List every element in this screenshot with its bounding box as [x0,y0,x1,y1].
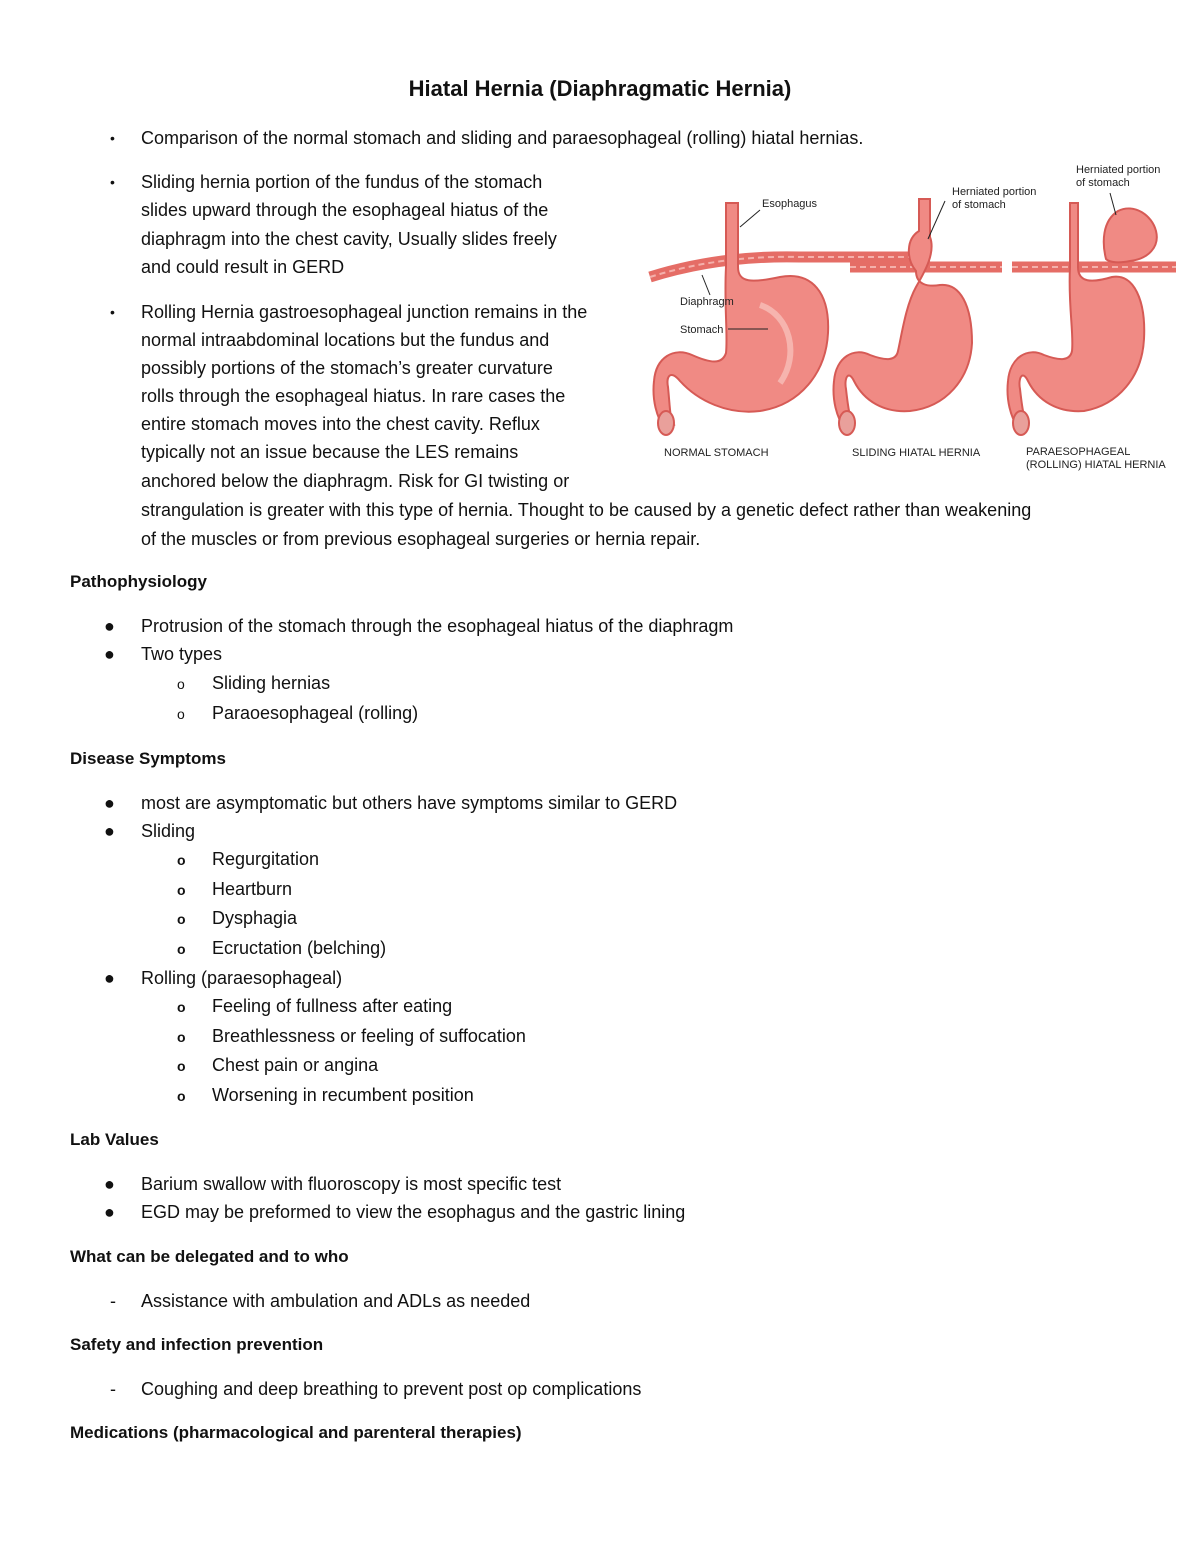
caption-sliding-hiatal-hernia: SLIDING HIATAL HERNIA [852,447,981,459]
sub-list-item: Regurgitation [212,849,320,869]
list-item: Protrusion of the stomach through the esophageal hiatus of the diaphragm [141,616,734,636]
sub-list-item: Ecructation (belching) [212,938,387,958]
bullet-marker: • [110,130,115,146]
sliding-hernia-illustration [834,186,1037,459]
herniated-fundus-shape [1104,208,1157,262]
bullet-marker: • [110,174,115,190]
label-esophagus: Esophagus [762,198,818,210]
list-item: Barium swallow with fluoroscopy is most specific test [141,1174,562,1194]
sliding-text-line: slides upward through the esophageal hiatus of the [141,200,549,220]
bullet-marker: ● [104,616,115,636]
bullet-marker: ● [104,644,115,664]
sub-bullet-marker: o [177,911,186,927]
list-item: Two types [141,644,223,664]
sub-bullet-marker: o [177,1058,186,1074]
bullet-marker: • [110,304,115,320]
sub-list-item: Breathlessness or feeling of suffocation [212,1026,526,1046]
list-item: most are asymptomatic but others have symptoms similar to GERD [141,793,678,813]
heading-safety: Safety and infection prevention [70,1335,324,1354]
rolling-text-line: entire stomach moves into the chest cavity. Reflux [141,414,540,434]
sliding-text-line: Sliding hernia portion of the fundus of the stomach [141,172,543,192]
label-herniated-sliding-2: of stomach [952,199,1006,211]
sub-list-item: Worsening in recumbent position [212,1085,474,1105]
list-item: Sliding [141,821,196,841]
heading-pathophysiology: Pathophysiology [70,572,207,591]
dash-marker: - [110,1291,116,1311]
heading-delegation: What can be delegated and to who [70,1247,349,1266]
rolling-text-line: of the muscles or from previous esophageal surgeries or hernia repair. [141,529,701,549]
list-item: Coughing and deep breathing to prevent post op complications [141,1379,642,1399]
sub-list-item: Chest pain or angina [212,1055,379,1075]
bullet-marker: ● [104,968,115,988]
sub-bullet-marker: o [177,706,185,722]
sub-bullet-marker: o [177,852,186,868]
list-item: Rolling (paraesophageal) [141,968,343,988]
list-item: EGD may be preformed to view the esophagus and the gastric lining [141,1202,686,1222]
bullet-marker: ● [104,793,115,813]
hiatal-hernia-figure [640,155,1180,485]
rolling-text-line: Rolling Hernia gastroesophageal junction remains in the [141,302,588,322]
sub-list-item: Sliding hernias [212,673,331,693]
sub-bullet-marker: o [177,1088,186,1104]
caption-paraesophageal-2: (ROLLING) HIATAL HERNIA [1026,459,1166,471]
bullet-marker: ● [104,1202,115,1222]
label-herniated-para-1: Herniated portion [1076,164,1161,176]
bullet-marker: ● [104,1174,115,1194]
rolling-text-line: anchored below the diaphragm. Risk for GI twisting or [141,471,570,491]
label-diaphragm: Diaphragm [680,296,734,308]
dash-marker: - [110,1379,116,1399]
rolling-text-line: possibly portions of the stomach’s greater curvature [141,358,553,378]
sub-list-item: Heartburn [212,879,293,899]
sub-bullet-marker: o [177,1029,186,1045]
label-herniated-para-2: of stomach [1076,177,1130,189]
sliding-text-line: diaphragm into the chest cavity, Usually slides freely [141,229,557,249]
sub-bullet-marker: o [177,882,186,898]
list-item: Assistance with ambulation and ADLs as needed [141,1291,531,1311]
paraesophageal-hernia-illustration [1008,164,1177,471]
sub-list-item: Paraoesophageal (rolling) [212,703,419,723]
sub-bullet-marker: o [177,676,185,692]
rolling-text-line: rolls through the esophageal hiatus. In rare cases the [141,386,566,406]
comparison-text: Comparison of the normal stomach and sliding and paraesophageal (rolling) hiatal hernias. [141,128,864,148]
normal-stomach-illustration [650,198,930,459]
caption-paraesophageal-1: PARAESOPHAGEAL [1026,446,1131,458]
sliding-stomach-shape [834,199,973,431]
sub-bullet-marker: o [177,941,186,957]
heading-medications: Medications (pharmacological and parenteral therapies) [70,1423,522,1442]
sub-list-item: Dysphagia [212,908,298,928]
heading-lab-values: Lab Values [70,1130,159,1149]
label-herniated-sliding-1: Herniated portion [952,186,1037,198]
heading-disease-symptoms: Disease Symptoms [70,749,226,768]
normal-stomach-shape [654,203,829,431]
caption-normal-stomach: NORMAL STOMACH [664,447,769,459]
sliding-text-line: and could result in GERD [141,257,345,277]
rolling-text-line: strangulation is greater with this type of hernia. Thought to be caused by a genetic defect rather than weakening [141,500,1032,520]
label-stomach: Stomach [680,324,724,336]
rolling-text-line: normal intraabdominal locations but the fundus and [141,330,550,350]
page-title: Hiatal Hernia (Diaphragmatic Hernia) [408,76,792,101]
bullet-marker: ● [104,821,115,841]
rolling-text-line: typically not an issue because the LES remains [141,442,519,462]
sub-bullet-marker: o [177,999,186,1015]
sub-list-item: Feeling of fullness after eating [212,996,453,1016]
